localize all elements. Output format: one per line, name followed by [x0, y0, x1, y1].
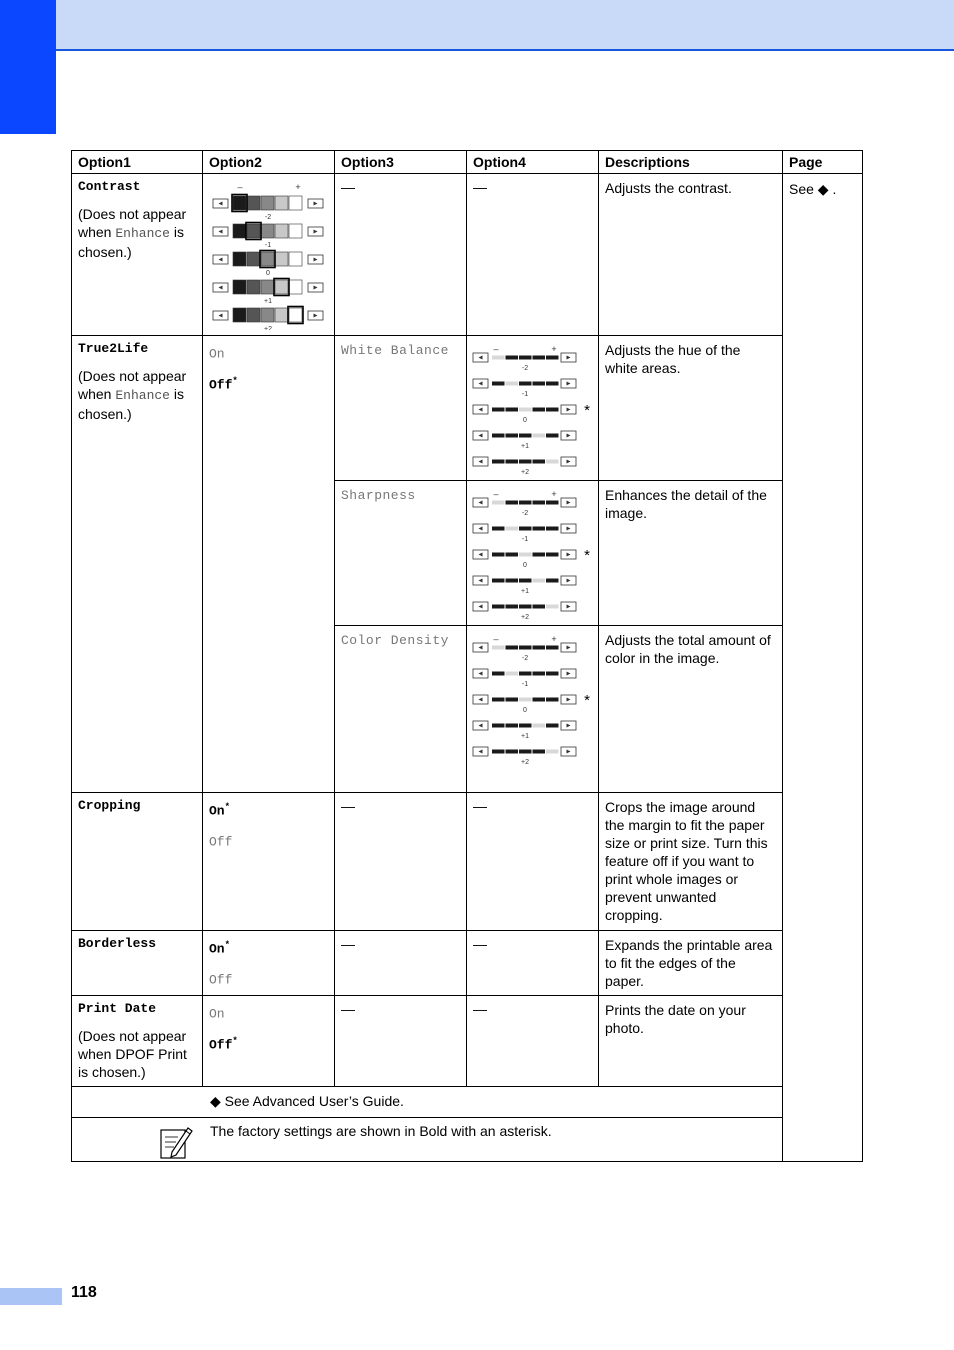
level-label: -2 [521, 655, 529, 662]
level-segment [546, 408, 559, 412]
contrast-swatch [233, 196, 246, 210]
contrast-swatch [233, 308, 246, 322]
cell-option2 [203, 793, 335, 931]
level-segment [492, 434, 505, 438]
level-segment [546, 724, 559, 728]
cell-option1 [72, 336, 203, 793]
contrast-swatch [247, 224, 260, 238]
level-segment [546, 501, 559, 505]
cell-option4 [467, 336, 599, 481]
level-segment [519, 646, 532, 650]
row-cropping [72, 793, 863, 931]
level-label: +1 [264, 298, 272, 305]
level-label: 0 [266, 270, 270, 277]
level-segment [492, 527, 505, 531]
white-balance-level-graphic [469, 341, 597, 475]
header-option4: Option4 [467, 151, 599, 174]
row-print-date [72, 996, 863, 1087]
level-segment [546, 750, 559, 754]
level-segment [546, 460, 559, 464]
contrast-swatch [233, 252, 246, 266]
cell-option1: Borderless [72, 931, 203, 996]
contrast-swatch [247, 196, 260, 210]
level-segment [533, 460, 546, 464]
color-density-level-graphic [469, 631, 597, 765]
level-segment [519, 605, 532, 609]
see-guide-text: ◆ See Advanced User’s Guide. [72, 1087, 863, 1118]
contrast-swatch [233, 224, 246, 238]
default-asterisk: * [584, 692, 590, 709]
contrast-swatch [289, 196, 302, 210]
cell-option3: — [335, 793, 467, 931]
option2-off: Off* [209, 376, 238, 393]
level-label: +1 [521, 588, 529, 595]
level-segment [533, 724, 546, 728]
cell-option4: — [467, 996, 599, 1087]
row-contrast [72, 174, 863, 336]
plus-sign: + [295, 182, 301, 192]
level-segment [519, 501, 532, 505]
level-label: -2 [521, 365, 529, 372]
level-label: +2 [521, 614, 529, 620]
cell-option4: — [467, 174, 599, 336]
level-label: -2 [521, 510, 529, 517]
cell-option2 [203, 174, 335, 336]
contrast-swatch [261, 196, 274, 210]
level-segment [506, 698, 519, 702]
option1-note: (Does not appear when DPOF Print is chosen.) [78, 1028, 187, 1080]
level-segment [506, 382, 519, 386]
level-segment [506, 356, 519, 360]
level-segment [492, 460, 505, 464]
option1-note: (Does not appear when Enhance is chosen.) [78, 368, 187, 422]
contrast-swatch [289, 280, 302, 294]
option2-off: Off [209, 834, 233, 850]
cell-description: Adjusts the total amount of color in the image. [599, 626, 783, 793]
level-segment [492, 724, 505, 728]
default-asterisk: * [584, 402, 590, 419]
cell-description: Adjusts the hue of the white areas. [599, 336, 783, 481]
level-label: -1 [264, 242, 272, 249]
option2-on: On* [209, 802, 231, 819]
cell-option2 [203, 931, 335, 996]
cell-option3: Color Density [335, 626, 467, 793]
level-segment [519, 579, 532, 583]
level-segment [533, 672, 546, 676]
level-segment [519, 724, 532, 728]
option2-on: On* [209, 940, 231, 957]
contrast-level-graphic [205, 178, 331, 330]
cell-option3: Sharpness [335, 481, 467, 626]
contrast-swatch [233, 280, 246, 294]
level-segment [506, 434, 519, 438]
factory-settings-note: The factory settings are shown in Bold with an asterisk. [210, 1123, 552, 1139]
level-segment [533, 356, 546, 360]
option1-label: True2Life [78, 341, 149, 356]
cell-description: Adjusts the contrast. [599, 174, 783, 336]
level-segment [546, 672, 559, 676]
level-segment [519, 382, 532, 386]
contrast-swatch [275, 196, 288, 210]
row-true2life-white-balance [72, 336, 863, 481]
level-label: 0 [523, 707, 527, 714]
page-reference: See ◆ . [789, 181, 837, 197]
level-segment [492, 698, 505, 702]
level-segment [533, 579, 546, 583]
level-segment [492, 646, 505, 650]
level-segment [506, 724, 519, 728]
level-segment [546, 434, 559, 438]
level-label: +1 [521, 733, 529, 740]
level-label: +2 [521, 469, 529, 475]
level-segment [533, 698, 546, 702]
level-segment [492, 408, 505, 412]
level-segment [533, 605, 546, 609]
contrast-swatch [247, 280, 260, 294]
level-label: -2 [264, 214, 272, 221]
settings-table [71, 150, 863, 1162]
cell-option4: — [467, 931, 599, 996]
cell-option1: Print Date (Does not appear when DPOF Print is chosen.) [72, 996, 203, 1087]
level-label: 0 [523, 417, 527, 424]
level-segment [533, 646, 546, 650]
level-segment [533, 553, 546, 557]
page-number-tab [0, 1288, 62, 1305]
footer-note-row [72, 1118, 863, 1162]
level-segment [492, 750, 505, 754]
level-segment [506, 605, 519, 609]
level-segment [519, 527, 532, 531]
level-segment [546, 356, 559, 360]
contrast-swatch [275, 308, 288, 322]
level-segment [492, 382, 505, 386]
level-segment [519, 553, 532, 557]
note-pencil-icon [158, 1124, 194, 1160]
contrast-swatch [289, 252, 302, 266]
default-asterisk: * [584, 547, 590, 564]
cell-option3: — [335, 931, 467, 996]
contrast-swatch [247, 252, 260, 266]
option1-label: Contrast [78, 179, 141, 194]
minus-sign: – [493, 634, 499, 644]
level-segment [519, 460, 532, 464]
level-segment [546, 698, 559, 702]
level-segment [519, 698, 532, 702]
footer-see-guide-row [72, 1087, 863, 1118]
header-option1: Option1 [72, 151, 203, 174]
level-segment [519, 672, 532, 676]
level-segment [519, 750, 532, 754]
level-segment [546, 382, 559, 386]
level-segment [546, 553, 559, 557]
cell-description: Enhances the detail of the image. [599, 481, 783, 626]
sharpness-level-graphic [469, 486, 597, 620]
contrast-swatch [261, 280, 274, 294]
level-segment [506, 408, 519, 412]
plus-sign: + [551, 344, 557, 354]
cell-option4 [467, 481, 599, 626]
level-label: -1 [521, 391, 529, 398]
page-number: 118 [71, 1284, 97, 1301]
level-segment [533, 501, 546, 505]
contrast-swatch [261, 224, 274, 238]
cell-option1 [72, 174, 203, 336]
cell-option2 [203, 336, 335, 793]
minus-sign: – [237, 182, 243, 192]
cell-option4 [467, 626, 599, 793]
level-segment [492, 579, 505, 583]
plus-sign: + [551, 489, 557, 499]
header-descriptions: Descriptions [599, 151, 783, 174]
header-option3: Option3 [335, 151, 467, 174]
level-segment [492, 553, 505, 557]
level-label: +1 [521, 443, 529, 450]
header-row [72, 151, 863, 174]
cell-description: Expands the printable area to fit the edges of the paper. [599, 931, 783, 996]
level-segment [492, 672, 505, 676]
contrast-swatch [289, 308, 302, 322]
row-borderless [72, 931, 863, 996]
contrast-swatch [275, 252, 288, 266]
cell-page [783, 174, 863, 1162]
level-segment [546, 605, 559, 609]
cell-option4: — [467, 793, 599, 931]
level-segment [533, 408, 546, 412]
level-segment [492, 501, 505, 505]
contrast-swatch [275, 224, 288, 238]
minus-sign: – [493, 489, 499, 499]
cell-option2 [203, 996, 335, 1087]
option2-on: On [209, 346, 225, 362]
plus-sign: + [551, 634, 557, 644]
level-segment [519, 408, 532, 412]
header-page: Page [783, 151, 863, 174]
option2-on: On [209, 1006, 225, 1022]
level-segment [506, 672, 519, 676]
level-segment [506, 501, 519, 505]
contrast-swatch [275, 280, 288, 294]
level-segment [533, 750, 546, 754]
contrast-swatch [261, 252, 274, 266]
level-segment [492, 356, 505, 360]
contrast-swatch [247, 308, 260, 322]
level-segment [506, 527, 519, 531]
cell-option3: White Balance [335, 336, 467, 481]
level-segment [506, 553, 519, 557]
level-segment [506, 646, 519, 650]
contrast-swatch [289, 224, 302, 238]
option2-off: Off* [209, 1036, 238, 1053]
cell-description: Prints the date on your photo. [599, 996, 783, 1087]
level-segment [546, 579, 559, 583]
minus-sign: – [493, 344, 499, 354]
contrast-swatch [261, 308, 274, 322]
level-segment [506, 579, 519, 583]
option2-off: Off [209, 972, 233, 988]
level-label: 0 [523, 562, 527, 569]
level-label: -1 [521, 536, 529, 543]
cell-description: Crops the image around the margin to fit the paper size or print size. Turn this feature off if you want to print whole images or prevent unwanted cropping. [599, 793, 783, 931]
option1-note: (Does not appear when Enhance is chosen.) [78, 206, 187, 260]
level-segment [519, 356, 532, 360]
level-label: +2 [264, 326, 272, 330]
cell-option1: Cropping [72, 793, 203, 931]
level-segment [506, 460, 519, 464]
level-segment [546, 527, 559, 531]
header-option2: Option2 [203, 151, 335, 174]
level-segment [546, 646, 559, 650]
cell-option3: — [335, 996, 467, 1087]
level-label: -1 [521, 681, 529, 688]
level-segment [492, 605, 505, 609]
level-segment [533, 527, 546, 531]
level-segment [533, 382, 546, 386]
level-segment [533, 434, 546, 438]
level-label: +2 [521, 759, 529, 765]
cell-option3: — [335, 174, 467, 336]
header-band [0, 0, 954, 51]
level-segment [506, 750, 519, 754]
level-segment [519, 434, 532, 438]
chapter-tab [0, 0, 56, 134]
